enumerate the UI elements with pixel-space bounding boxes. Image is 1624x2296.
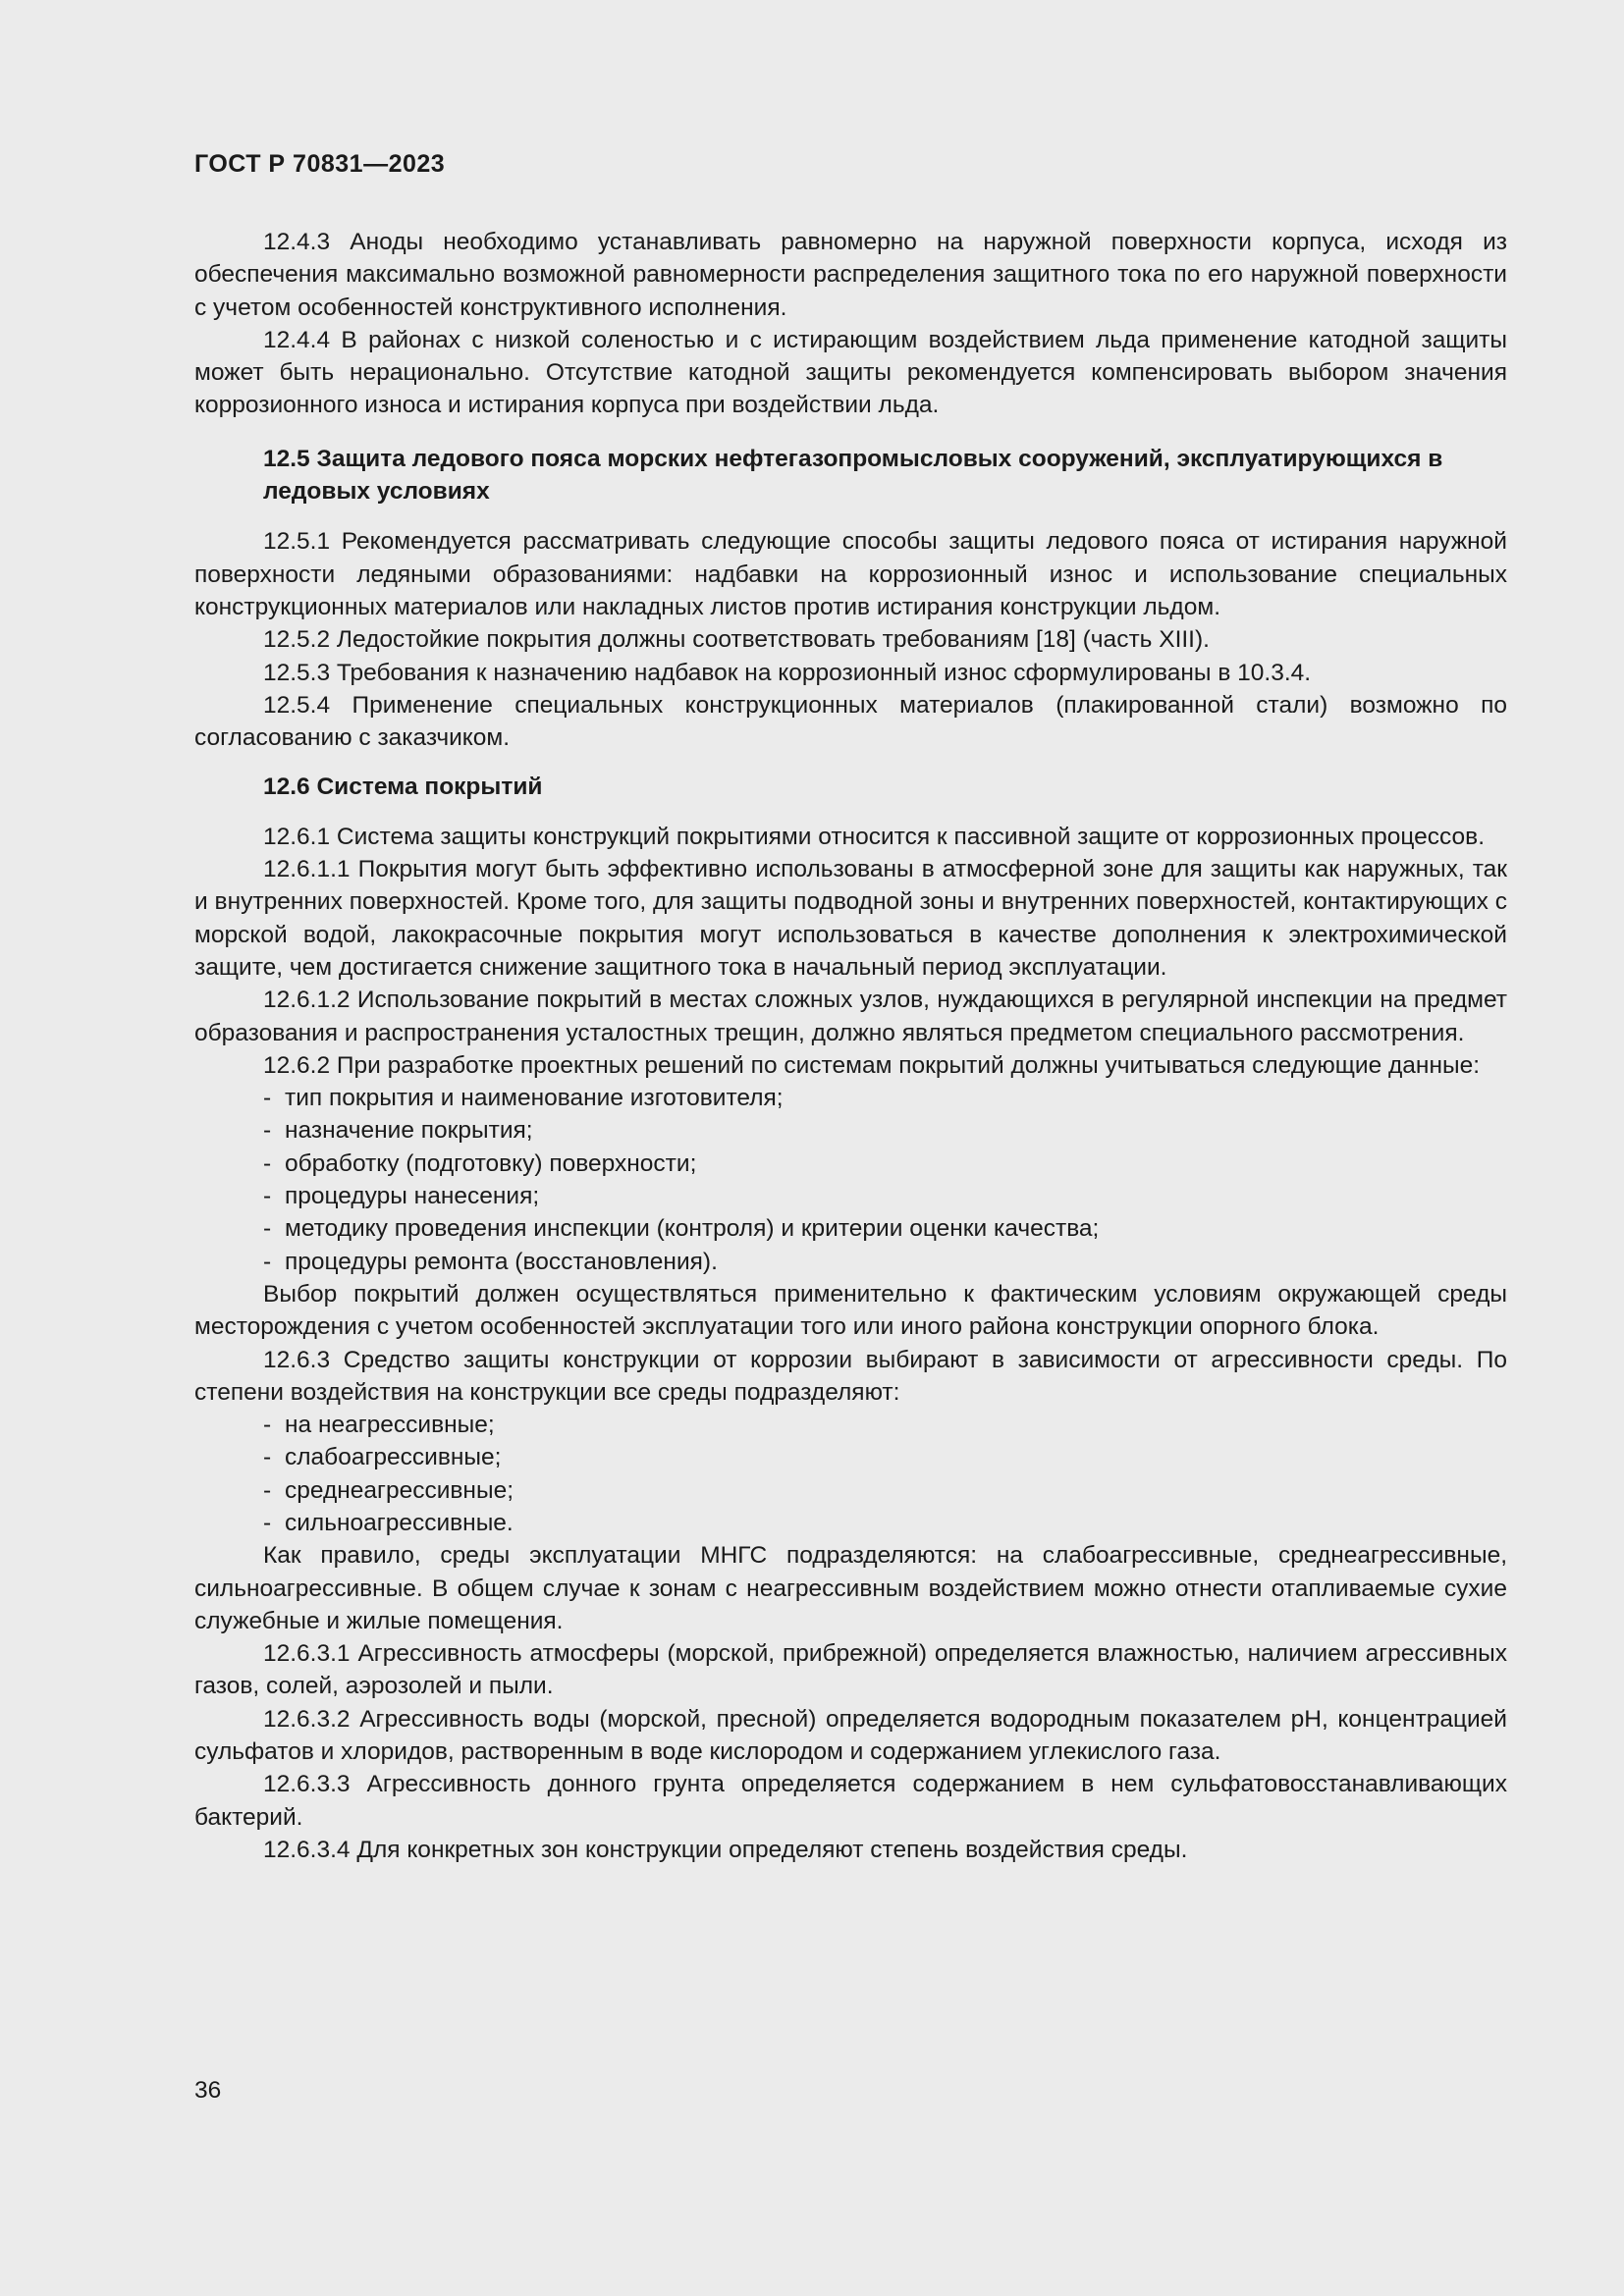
list-item: - назначение покрытия; [263,1117,533,1145]
paragraph-12-6-3-3: 12.6.3.3 Агрессивность донного грунта определяется содержанием в нем сульфатовосстанавливающих бактерий. [194,1771,1507,1831]
list-item: - процедуры ремонта (восстановления). [263,1248,718,1275]
paragraph-12-5-3: 12.5.3 Требования к назначению надбавок на коррозионный износ сформулированы в 10.3.4. [263,659,1312,686]
paragraph-12-6-1-2: 12.6.1.2 Использование покрытий в местах сложных узлов, нуждающихся в регулярной инспекции на предмет образования и распространения усталостных трещин, должно являться предметом специального рассмотрения. [194,987,1507,1046]
paragraph-12-6-1-1: 12.6.1.1 Покрытия могут быть эффективно использованы в атмосферной зоне для защиты как наружных, так и внутренних поверхностей. Кроме того, для защиты подводной зоны и внутренних поверхностей, контактирующих с морской водой, лакокрасочные покрытия могут использоваться в качестве дополнения к электрохимической защите, чем достигается снижение защитного тока в начальный период эксплуатации. [194,856,1507,981]
list-item: - на неагрессивные; [263,1412,495,1439]
document-header: ГОСТ Р 70831—2023 [194,150,446,178]
paragraph-12-4-3: 12.4.3 Аноды необходимо устанавливать равномерно на наружной поверхности корпуса, исходя из обеспечения максимально возможной равномерности распределения защитного тока по его наружной поверхности с учетом особенностей конструктивного исполнения. [194,229,1507,321]
list-item: - обработку (подготовку) поверхности; [263,1149,697,1177]
paragraph-12-6-2: 12.6.2 При разработке проектных решений по системам покрытий должны учитываться следующие данные: [263,1051,1481,1079]
paragraph-12-6-3: 12.6.3 Средство защиты конструкции от коррозии выбирают в зависимости от агрессивности среды. По степени воздействия на конструкции все среды подразделяют: [194,1346,1507,1406]
list-item: - среднеагрессивные; [263,1476,514,1504]
list-item: - сильноагрессивные. [263,1509,514,1536]
paragraph-12-5-1: 12.5.1 Рекомендуется рассматривать следующие способы защиты ледового пояса от истирания наружной поверхности ледяными образованиями: надбавки на коррозионный износ и использование специальных конструкционных материалов или накладных листов против истирания конструкции льдом. [194,528,1507,620]
paragraph-12-5-4: 12.5.4 Применение специальных конструкционных материалов (плакированной стали) возможно по согласованию с заказчиком. [194,691,1507,752]
list-item: - слабоагрессивные; [263,1444,502,1471]
list-item: - процедуры нанесения; [263,1183,540,1210]
list-item: - методику проведения инспекции (контроля) и критерии оценки качества; [263,1215,1100,1243]
section-heading-12-6: 12.6 Система покрытий [263,774,543,801]
section-heading-12-5: 12.5 Защита ледового пояса морских нефтегазопромысловых сооружений, эксплуатирующихся в ледовых условиях [263,445,1443,506]
paragraph-environment-rule: Как правило, среды эксплуатации МНГС подразделяются: на слабоагрессивные, среднеагрессивные, сильноагрессивные. В общем случае к зонам с неагрессивным воздействием можно отнести отапливаемые сухие служебные и жилые помещения. [194,1542,1507,1634]
paragraph-12-6-3-1: 12.6.3.1 Агрессивность атмосферы (морской, прибрежной) определяется влажностью, наличием агрессивных газов, солей, аэрозолей и пыли. [194,1640,1507,1700]
paragraph-12-6-3-4: 12.6.3.4 Для конкретных зон конструкции определяют степень воздействия среды. [263,1836,1188,1863]
list-12-6-3 [194,1409,1507,1539]
paragraph-12-4-4: 12.4.4 В районах с низкой соленостью и с истирающим воздействием льда применение катодной защиты может быть нерационально. Отсутствие катодной защиты рекомендуется компенсировать выбором значения коррозионного износа и истирания корпуса при воздействии льда. [194,326,1507,419]
list-item: - тип покрытия и наименование изготовителя; [263,1085,784,1112]
paragraph-coating-choice: Выбор покрытий должен осуществляться применительно к фактическим условиям окружающей среды месторождения с учетом особенностей эксплуатации того или иного района конструкции опорного блока. [194,1280,1507,1341]
page-number: 36 [194,2077,222,2104]
paragraph-12-5-2: 12.5.2 Ледостойкие покрытия должны соответствовать требованиям [18] (часть XIII). [263,626,1210,654]
paragraph-12-6-1: 12.6.1 Система защиты конструкций покрытиями относится к пассивной защите от коррозионных процессов. [263,823,1485,850]
paragraph-12-6-3-2: 12.6.3.2 Агрессивность воды (морской, пресной) определяется водородным показателем pH, концентрацией сульфатов и хлоридов, растворенным в воде кислородом и содержанием углекислого газа. [194,1705,1507,1766]
list-12-6-2 [194,1082,1507,1278]
document-page [194,147,1507,1866]
